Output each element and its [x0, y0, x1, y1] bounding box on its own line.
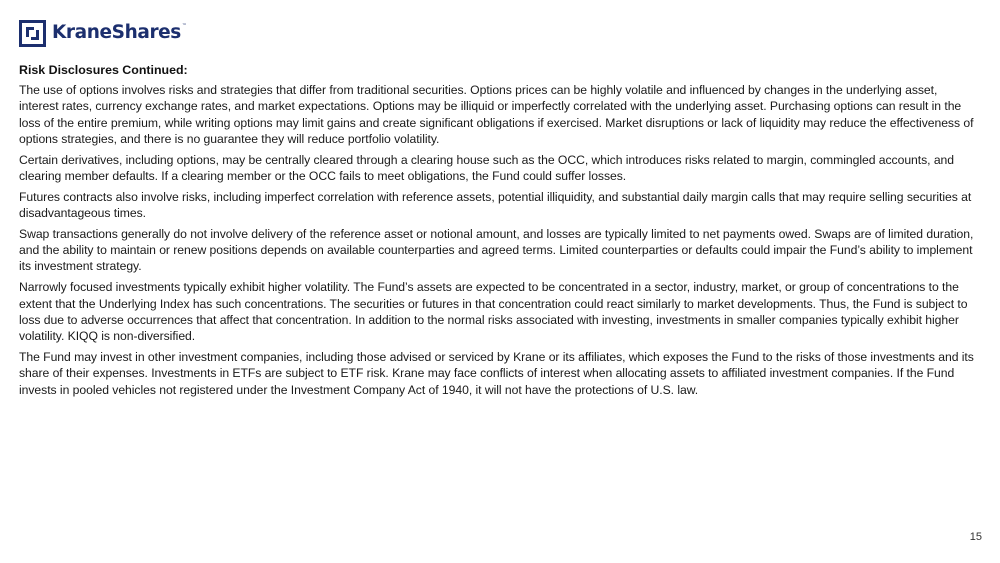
paragraph-derivatives-clearing: Certain derivatives, including options, may be centrally cleared through a clearing house such as the OCC, which introduces risks related to margin, commingled accounts, and clearing member defaults. If a clearing member or the OCC fails to meet obligations, the Fund could suffer losses. — [19, 152, 955, 183]
paragraph-options-risk: The use of options involves risks and strategies that differ from traditional securities. Options prices can be highly volatile and influenced by changes in the underlying asset, interest rates, currency exchange rates, and market expectations. Options may be illiquid or imperfectly correlated with the underlying asset. Purchasing options can result in the loss of the entire premium, while writing options may limit gains and create significant obligations if exercised. Market disruptions or lack of liquidity may reduce the effectiveness of options strategies, and there is no guarantee they will reduce portfolio volatility. — [19, 83, 974, 146]
kraneshares-square-icon — [19, 20, 46, 47]
paragraph-investment-companies-risk: The Fund may invest in other investment companies, including those advised or serviced by Krane or its affiliates, which exposes the Fund to the risks of those investments and its share of their expenses. Investments in ETFs are subject to ETF risk. Krane may face conflicts of interest when allocating assets to affiliated investment companies. If the Fund invests in pooled vehicles not registered under the Investment Company Act of 1940, it will not have the protections of U.S. law. — [19, 349, 974, 397]
paragraph-futures-risk: Futures contracts also involve risks, including imperfect correlation with reference assets, potential illiquidity, and substantial daily margin calls that may require selling securities at disadvantageous times. — [19, 189, 972, 221]
company-name: KraneShares — [52, 21, 181, 43]
disclosure-content — [19, 62, 979, 402]
section-title: Risk Disclosures Continued: — [19, 63, 188, 77]
company-logo-text — [52, 21, 187, 43]
paragraph-concentration-risk: Narrowly focused investments typically exhibit higher volatility. The Fund’s assets are expected to be concentrated in a sector, industry, market, or group of concentrations to the extent that the Underlying Index has such concentrations. The securities or futures in that concentration could react similarly to market developments. Thus, the Fund is subject to loss due to adverse occurrences that affect that concentration. In addition to the normal risks associated with investing, investments in smaller companies typically exhibit higher volatility. KIQQ is non-diversified. — [19, 280, 968, 344]
paragraph-swap-risk: Swap transactions generally do not involve delivery of the reference asset or notional amount, and losses are typically limited to net payments owed. Swaps are of limited duration, and the ability to maintain or renew positions depends on available counterparties and agreed terms. Limited counterparties or defaults could impair the Fund’s ability to implement its investment strategy. — [19, 226, 974, 274]
trademark-symbol: ™ — [181, 22, 187, 29]
page-number: 15 — [969, 531, 982, 543]
company-logo — [19, 18, 187, 48]
